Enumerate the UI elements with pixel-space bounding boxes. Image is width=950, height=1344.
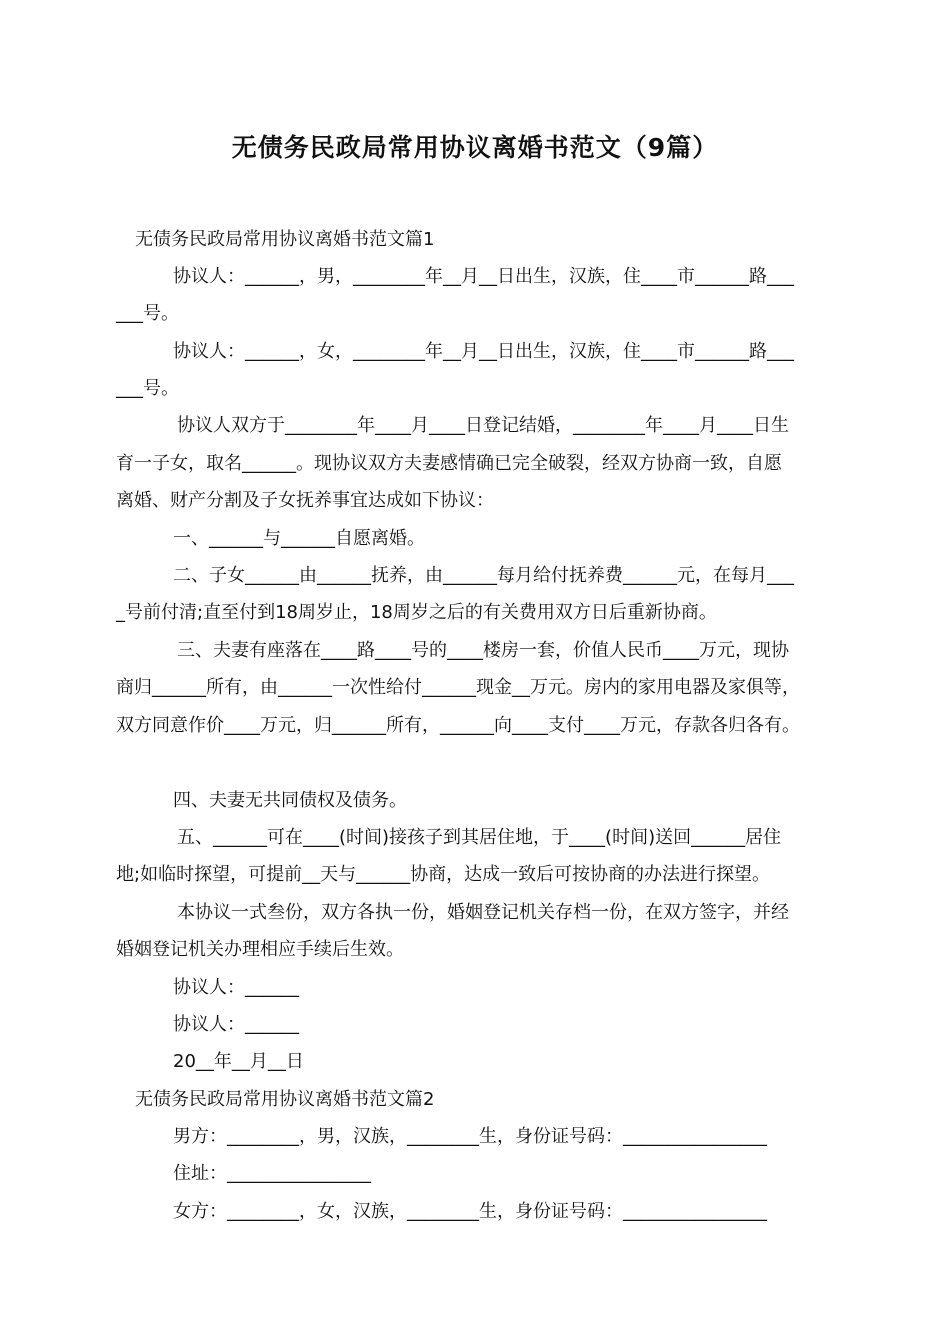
clause-1: 一、______与______自愿离婚。 [173,528,425,549]
clause-3-cont: 商归______所有，由______一次性给付______现金__万元。房内的家用电器及家俱等， [116,677,800,698]
clause-4: 四、夫妻无共同债权及债务。 [173,790,407,811]
document-title: 无债务民政局常用协议离婚书范文（9篇） [231,133,719,162]
address-line: 住址：________________ [173,1163,371,1184]
clause-2: 二、子女______由______抚养，由______每月给付抚养费______元，在每月___ [173,565,794,586]
section-heading-2: 无债务民政局常用协议离婚书范文篇2 [135,1089,435,1110]
party-line-female: 协议人：______，女，________年__月__日出生，汉族，住____市______路___ [173,341,794,362]
clause-5: 五、______可在____(时间)接孩子到其居住地，于____(时间)送回______居住 [177,827,782,848]
paragraph-intro-cont: 离婚、财产分割及子女抚养事宜达成如下协议： [116,490,494,511]
party-line-male: 协议人：______，男，________年__月__日出生，汉族，住____市______路___ [173,266,794,287]
male-party-line: 男方：________，男，汉族，________生，身份证号码：________________ [173,1126,767,1147]
clause-5-cont: 地;如临时探望，可提前__天与______协商，达成一致后可按协商的办法进行探望。 [116,864,771,885]
clause-3: 三、夫妻有座落在____路____号的____楼房一套，价值人民币____万元，现协 [177,640,789,661]
closing-paragraph-cont: 婚姻登记机关办理相应手续后生效。 [116,939,404,960]
section-heading-1: 无债务民政局常用协议离婚书范文篇1 [135,229,435,250]
party-line-female-cont: ___号。 [116,378,179,399]
signature-line: 协议人：______ [173,1014,299,1035]
clause-2-cont: _号前付清;直至付到18周岁止，18周岁之后的有关费用双方日后重新协商。 [116,602,717,623]
female-party-line: 女方：________，女，汉族，________生，身份证号码：________________ [173,1201,767,1222]
paragraph-intro-cont: 育一子女，取名______。现协议双方夫妻感情确已完全破裂，经双方协商一致，自愿 [116,453,782,474]
closing-paragraph: 本协议一式叁份，双方各执一份，婚姻登记机关存档一份，在双方签字，并经 [177,902,789,923]
date-line: 20__年__月__日 [173,1051,304,1072]
paragraph-intro: 协议人双方于________年____月____日登记结婚，________年____月____日生 [177,415,789,436]
party-line-male-cont: ___号。 [116,303,179,324]
clause-3-cont: 双方同意作价____万元，归______所有，______向____支付____万元，存款各归各有。 [116,715,800,736]
signature-line: 协议人：______ [173,977,299,998]
